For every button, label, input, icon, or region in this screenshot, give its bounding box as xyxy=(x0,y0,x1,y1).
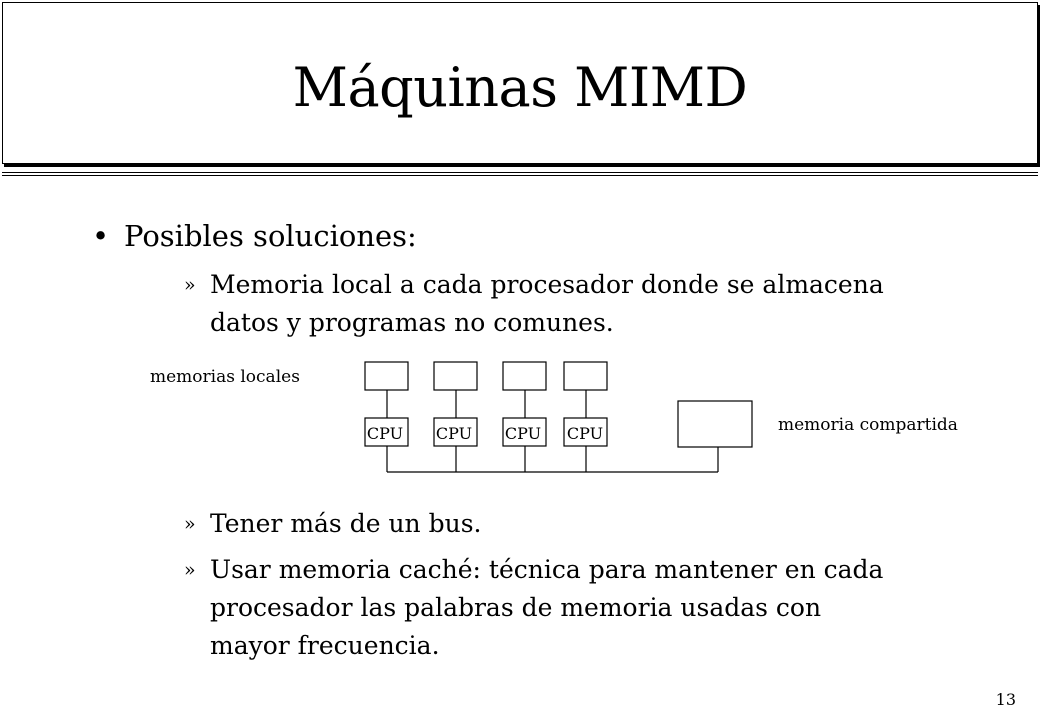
subitem-line: procesador las palabras de memoria usadas con xyxy=(210,593,822,622)
local-memory-box xyxy=(564,362,607,390)
subitem-line: Memoria local a cada procesador donde se almacena xyxy=(210,270,884,299)
subitem-marker: » xyxy=(184,559,196,581)
local-memories-label: memorias locales xyxy=(150,367,300,387)
cpu-label: CPU xyxy=(504,424,542,443)
subitem-line: Usar memoria caché: técnica para mantener en cada xyxy=(210,555,884,584)
bullet-text: Posibles soluciones: xyxy=(124,219,417,253)
shared-memory-label: memoria compartida xyxy=(778,415,958,435)
subitem-marker: » xyxy=(184,274,196,296)
cpu-label: CPU xyxy=(435,424,473,443)
subitem-line: mayor frecuencia. xyxy=(210,631,440,660)
page-number: 13 xyxy=(995,690,1016,709)
subitem-cache xyxy=(184,551,884,665)
subitem-line: Tener más de un bus. xyxy=(210,509,482,538)
cpu-label: CPU xyxy=(566,424,604,443)
cpu-label: CPU xyxy=(366,424,404,443)
local-memory-box xyxy=(434,362,477,390)
local-memory-box xyxy=(365,362,408,390)
bullet-marker: • xyxy=(92,219,110,253)
subitem-marker: » xyxy=(184,513,196,535)
shared-memory-box xyxy=(678,401,752,447)
local-memory-box xyxy=(503,362,546,390)
slide-title: Máquinas MIMD xyxy=(292,56,748,119)
subitem-more-bus xyxy=(184,505,482,543)
subitem-line: datos y programas no comunes. xyxy=(210,308,614,337)
